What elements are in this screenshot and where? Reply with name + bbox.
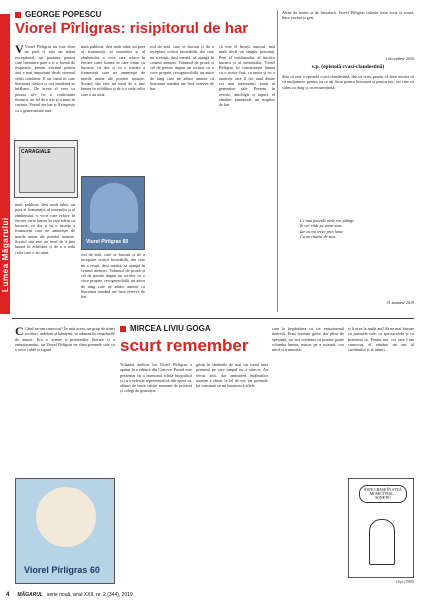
bottom-col-5-text: și îi urez la mulți ani! Să ne mai bucure cu poemele sale, cu spectacolele și cu prietenia sa. Pentru noi, cei care l-am cunoscut, el rămâne un om al cuvântului și al inimii. — [348, 326, 414, 353]
bottom-col-2 — [120, 362, 192, 584]
article-divider — [12, 318, 414, 319]
right-box-poem: Ce mai poeziile mele vor plânge Și vor râde pe urma mea, Iar eu voi trece prin lume Ca un răsărit de stea. — [300, 218, 355, 239]
bottom-book-title: Viorel Pîrligras 60 — [24, 565, 100, 575]
sidebar-label: Lumea Măgarului — [1, 217, 10, 292]
bottom-col-3-text: găsiți în rândurile de mai sus tonul unei prietenii pe care timpul nu a stins-o. Au trecut anii, dar amintirea întâlnirilor noastre a rămas la fel de vie, iar poemele lui continuă să-mi însoțească zilele. — [196, 362, 268, 389]
bottom-col-5 — [348, 326, 414, 476]
top-col-1-text: Viorel Pîrligras nu este doar un poet ci este un talent excepțional, un prozator pentru care literatura pare a fi o formă de respirație, pentru viermul pentru artă e mai important decât viermul vieții cotidiene. E un cazul în care literatura clasică și cea modernă se întâlnesc. De aceea el vrea ca poezia să-i fie o confesiune firească, un fel de a trăi și a muri în cuvinte. Poetul are har și îl risipește cu o generozitate rară. — [15, 44, 75, 113]
issue-info: serie nouă, anul XXII, nr. 2 (344), 2019 — [46, 592, 133, 598]
cartoon-illustration — [348, 478, 414, 578]
book2-title: Viorel Pîrligras 60 — [86, 239, 129, 245]
right-box-date1: 1 decembrie 2016 — [385, 56, 414, 61]
drop-cap: C — [15, 326, 24, 338]
square-bullet-icon — [120, 326, 126, 332]
bottom-author — [120, 324, 211, 333]
top-author-name: GEORGE POPESCU — [25, 10, 102, 19]
bottom-col-3 — [196, 362, 268, 584]
top-col-3 — [150, 44, 214, 312]
author-book-photo — [81, 176, 145, 250]
top-col-2b-text: rod de artă, care se bucură și de o receptare critică favorabilă, dar care nu a reușit, deși merită, să ajungă în centrul atenției. Volumul de proză și cel de poezie impun un scriitor cu o voce proprie, recognoscibilă, un autor de rang care ne aduce aminte că literatura română are încă rezerve de har. — [81, 252, 145, 300]
top-col-4 — [219, 44, 275, 312]
bottom-title: scurt remember — [120, 336, 249, 355]
magazine-name: MĂGARUL — [17, 592, 43, 598]
top-col-2 — [81, 44, 145, 174]
top-col-2b — [81, 252, 145, 312]
top-col-3-text: rod de artă, care se bucură și de o receptare critică favorabilă, dar care nu a reușit, deși merită, să ajungă în centrul atenției. Volumul de proză și cel de poezie impun un scriitor cu o voce proprie, recognoscibilă, un autor de rang care ne aduce aminte că literatura română are încă rezerve de har. — [150, 44, 214, 92]
drop-cap: V — [15, 44, 24, 56]
top-title: Viorel Pîrligras: risipitorul de har — [15, 20, 249, 37]
right-box-subtitle: v.p. (epistolă cvasi-clandestină) — [311, 64, 385, 70]
top-col-1 — [15, 44, 75, 140]
book-cover-title: CARAGIALE — [21, 149, 51, 155]
bottom-col-1 — [15, 326, 115, 476]
book-cover-photo — [14, 140, 78, 198]
square-bullet-icon — [15, 12, 21, 18]
right-box-intro — [282, 10, 414, 54]
page-number: 4 — [6, 592, 10, 598]
cartoon-speech-bubble: ESTE CREȘE ÎN STEA MI RECITESC... SONETE! — [359, 485, 407, 503]
right-box-body — [282, 74, 414, 214]
bottom-author-name: MIRCEA LIVIU GOGA — [130, 324, 211, 333]
right-box-date2: 31 ianuarie 2019 — [386, 300, 414, 305]
column-divider — [277, 10, 278, 312]
bottom-col-2-text: Volumul dedicat lui Viorel Pîrligras a apărut la o editură din Craiova. Poetul este prezentat cu o frumoasă schiță biografică și cu o selecție reprezentativă din opera sa, alături de texte critice semnate de prieteni și colegi de generație. — [120, 362, 192, 394]
top-col-4-text: că este el însuși, autorul, mai mult decît un simplu personaj. Poet al cotidianului, al micilor bucurii și al neliniștilor, Viorel Pîrligras își construiește lumea cu o ironie fină, cu umor și cu o tandrețe care îl fac unul dintre cei mai interesanți poeți ai generației sale. Prezent în reviste, antologii și topuri, el rămâne, paradoxal, un risipitor de har. — [219, 44, 275, 108]
top-col-1b-text: mult publicat, deși mult iubit, un poet al frumuseții, al umorului și al zîmbetului, o voce care reface în fiecare carte lumea în care trăim cu bucurie, cu dor și cu o tristețe a frumuseții care ne amintește de marile nume ale poeziei noastre. Scrisul său este un mod de a ține lumea în echilibru și de a o reda celor care o au uitat. — [15, 202, 75, 255]
page-footer — [0, 590, 422, 600]
bottom-col-4-text: care le împărtășea cu tot entuziasmul tinereții. Erau vremuri grele, dar pline de speranță, iar noi credeam că poezia poate schimba lumea, măcar pe a noastră, cea mică și frumoasă. — [272, 326, 344, 353]
cartoon-caption: Clipe (1980) — [395, 580, 414, 584]
bottom-col-4 — [272, 326, 344, 584]
right-box-intro-text: Artist de teatru și de literatură, Viorel Pîrligras trăiește între scris și scenă, între cuvânt și gest. — [282, 10, 414, 21]
top-col-2-text: mult publicat, deși mult iubit, un poet al frumuseții, al umorului și al zîmbetului, o voce care reface în fiecare carte lumea în care trăim cu bucurie, cu dor și cu o tristețe a frumuseții care ne amintește de marile nume ale poeziei noastre. Scrisul său este un mod de a ține lumea în echilibru și de a o reda celor care o au uitat. — [81, 44, 145, 97]
top-col-1b — [15, 202, 75, 312]
top-author — [15, 10, 101, 19]
right-box-body-text: Știu că este o epistolă cvasi-clandestină, dar vă scriu pentru că simt nevoia să vă mulțumesc pentru tot ce ați făcut pentru literatură și pentru noi, cei care vă citim cu drag și cu recunoștință. — [282, 74, 414, 90]
bottom-book-photo — [15, 478, 115, 584]
bottom-col-1-text: Când ne-am cunoscut? În anii aceia, un grup de tineri scriitori, ardeleni și bănățeni, se adunau în cenaclurile de atunci. Era o vreme a prieteniilor literare și a entuziasmului, iar Viorel Pîrligras ne citea poemele sale cu o voce caldă și sigură. — [15, 326, 115, 353]
